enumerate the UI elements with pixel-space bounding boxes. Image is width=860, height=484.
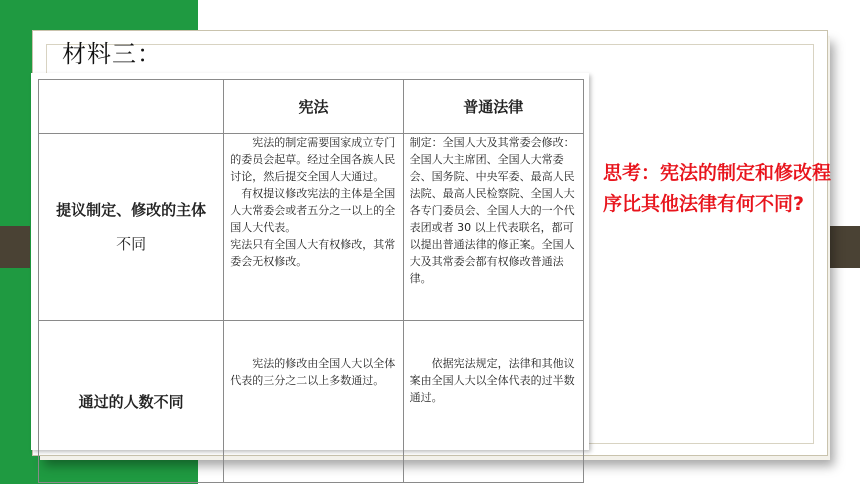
row-label-line1: 提议制定、修改的主体 [56, 201, 207, 219]
row-label-votes: 通过的人数不同 [39, 321, 224, 483]
row-label-line2: 不同 [116, 235, 147, 253]
material-title: 材料三： [62, 40, 162, 68]
cell-paragraph: 依据宪法规定，法律和其他议案由全国人大以全体代表的过半数通过。 [409, 357, 575, 404]
cell-constitution-votes [224, 321, 403, 483]
comparison-table-image [31, 73, 589, 450]
table-row [39, 134, 584, 321]
comparison-table [38, 79, 584, 483]
think-question: 思考：宪法的制定和修改程序比其他法律有何不同? [603, 162, 832, 215]
header-ordinary-law: 普通法律 [403, 80, 583, 134]
cell-paragraph: 有权提议修改宪法的主体是全国人大常委会或者五分之一以上的全国人大代表。 [230, 187, 396, 234]
header-empty [39, 80, 224, 134]
cell-paragraph: 制定：全国人大及其常委会修改：全国人大主席团、全国人大常委会、国务院、中央军委、最高人民法院、最高人民检察院、全国人大各专门委员会、全国人大的一个代表团或者 30 以上代表联名，都可以提出普通法律的修正案。全国人大及其常委会都有权修改普通法律。 [409, 136, 575, 285]
cell-paragraph: 宪法的修改由全国人大以全体代表的三分之二以上多数通过。 [230, 357, 396, 387]
cell-paragraph: 宪法的制定需要国家成立专门的委员会起草。经过全国各族人民讨论，然后提交全国人大通过。 [230, 136, 396, 183]
cell-paragraph: 宪法只有全国人大有权修改，其常委会无权修改。 [230, 238, 396, 268]
table-row [39, 321, 584, 483]
cell-ordinary-subject [403, 134, 583, 321]
header-constitution: 宪法 [224, 80, 403, 134]
cell-constitution-subject [224, 134, 403, 321]
row-label-subject [39, 134, 224, 321]
table-header-row [39, 80, 584, 134]
cell-ordinary-votes [403, 321, 583, 483]
decor-band-left [0, 226, 30, 268]
